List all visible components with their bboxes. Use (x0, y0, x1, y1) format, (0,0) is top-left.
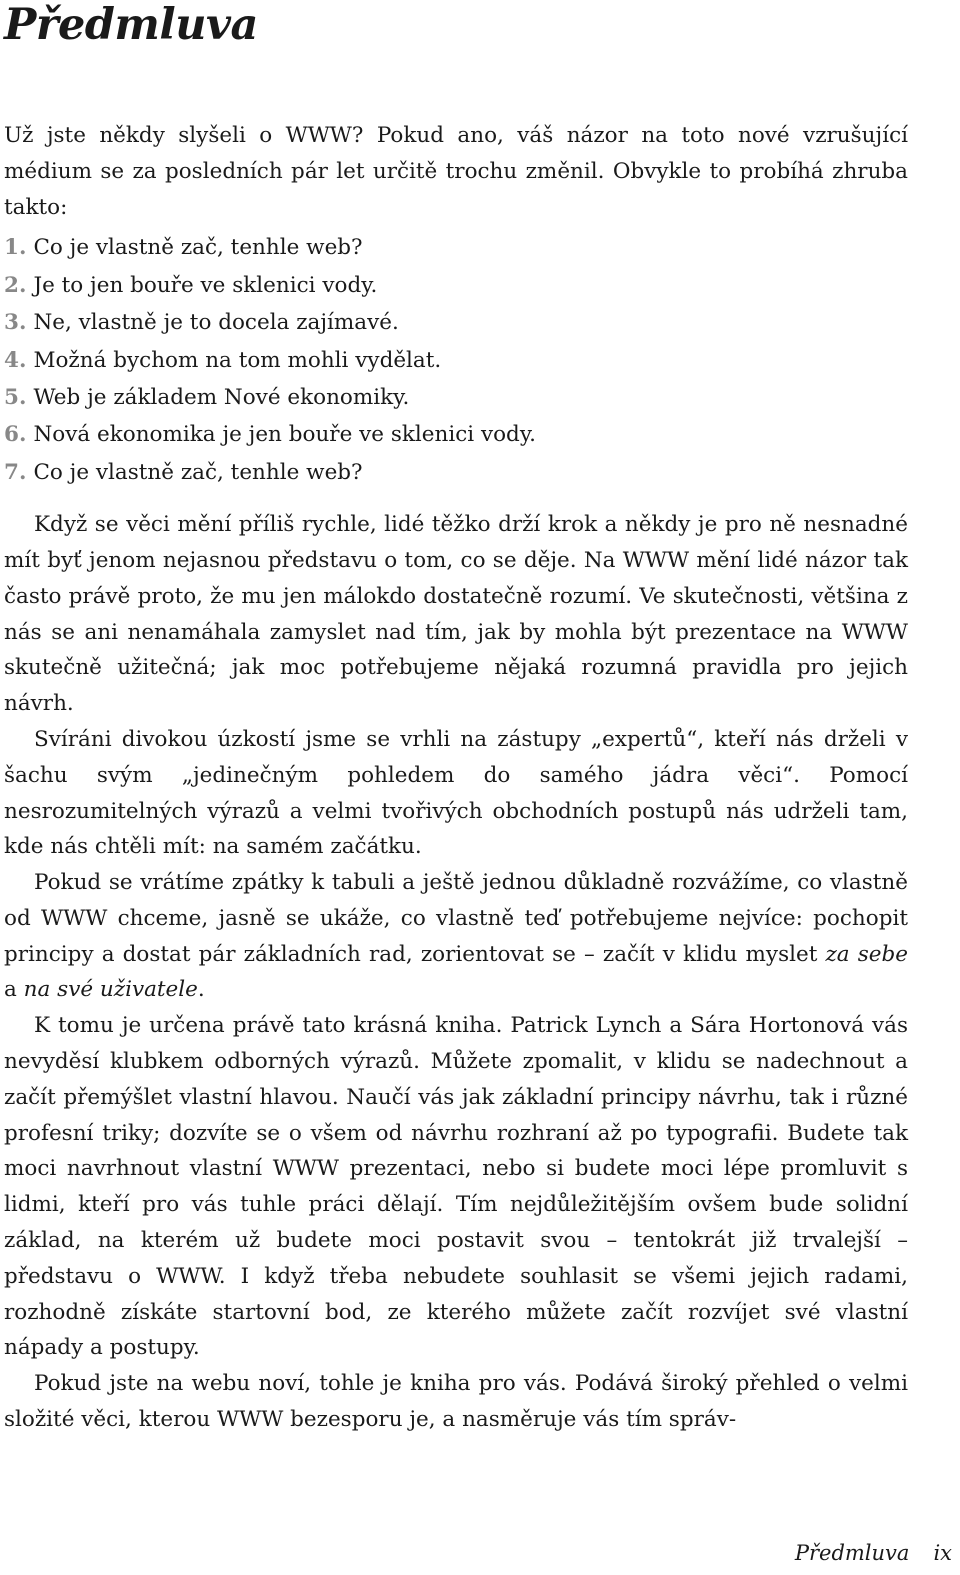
paragraph-text: a (4, 977, 24, 1003)
paragraph: Když se věci mění příliš rychle, lidé těžko drží krok a někdy je pro ně nesnadné mít byť jenom nejasnou představu o tom, co se děje. Na WWW mění lidé názor tak často právě proto, že mu jen málokdo dostatečně rozumí. Ve skutečnosti, většina z nás se ani nenamáhala zamyslet nad tím, jak by mohla být prezentace na WWW skutečně užitečná; jak moc potřebujeme nějaká rozumná pravidla pro jejich návrh. (4, 512, 908, 717)
list-number: 3. (4, 310, 27, 336)
list-item-text: Nová ekonomika je jen bouře ve sklenici vody. (33, 422, 536, 448)
list-item (4, 454, 908, 491)
intro-paragraph: Už jste někdy slyšeli o WWW? Pokud ano, váš názor na toto nové vzrušující médium se za posledních pár let určitě trochu změnil. Obvykle to probíhá zhruba takto: (4, 123, 908, 220)
list-item-text: Je to jen bouře ve sklenici vody. (33, 272, 378, 298)
list-item-text: Web je základem Nové ekonomiky. (33, 384, 410, 410)
list-item-text: Co je vlastně zač, tenhle web? (33, 235, 363, 261)
list-number: 1. (4, 235, 27, 261)
list-item (4, 229, 908, 266)
page-title: Předmluva (4, 0, 258, 50)
list-number: 7. (4, 459, 27, 485)
paragraph: Pokud jste na webu noví, tohle je kniha pro vás. Podává široký přehled o velmi složité věci, kterou WWW bezesporu je, a nasměruje vás tím správ- (4, 1371, 908, 1433)
list-item (4, 267, 908, 304)
paragraph: K tomu je určena právě tato krásná kniha. Patrick Lynch a Sára Hortonová vás nevyděsí klubkem odborných výrazů. Můžete zpomalit, v klidu se nadechnout a začít přemýšlet vlastní hlavou. Naučí vás jak základní principy návrhu, tak i různé profesní triky; dozvíte se o všem od návrhu rozhraní až po typografii. Budete tak moci navrhnout vlastní WWW prezentaci, nebo si budete moci lépe promluvit s lidmi, kteří pro vás tuhle práci dělají. Tím nejdůležitějším ovšem bude solidní základ, na kterém už budete moci postavit svou – tentokrát již trvalejší – představu o WWW. I když třeba nebudete souhlasit se všemi jejich radami, rozhodně získáte startovní bod, ze kterého můžete začít rozvíjet své vlastní nápady a postupy. (4, 1013, 908, 1361)
running-head: Předmluva (794, 1541, 910, 1565)
page-footer (795, 1538, 952, 1568)
paragraph-text: . (197, 977, 205, 1003)
paragraph (4, 865, 908, 1008)
paragraph-text: Pokud se vrátíme zpátky k tabuli a ještě jednou důkladně rozvážíme, co vlastně od WWW chceme, jasně se ukáže, co vlastně teď potřebujeme nejvíce: pochopit principy a dostat pár základních rad, zorientovat se – začít v klidu myslet (4, 870, 908, 967)
page-number: ix (933, 1541, 952, 1565)
list-item (4, 342, 908, 379)
list-number: 2. (4, 272, 27, 298)
list-item-text: Co je vlastně zač, tenhle web? (33, 459, 363, 485)
emphasis-text: za sebe (825, 941, 908, 967)
list-number: 4. (4, 347, 27, 373)
list-item-text: Ne, vlastně je to docela zajímavé. (33, 310, 399, 336)
list-item-text: Možná bychom na tom mohli vydělat. (33, 347, 442, 373)
paragraph: Svíráni divokou úzkostí jsme se vrhli na zástupy „expertů“, kteří nás drželi v šachu svým „jedinečným pohledem do samého jádra věci“. Pomocí nesrozumitelných výrazů a velmi tvořivých obchodních postupů nás udrželi tam, kde nás chtěli mít: na samém začátku. (4, 726, 908, 860)
numbered-list (4, 229, 908, 491)
list-number: 5. (4, 384, 27, 410)
list-number: 6. (4, 422, 27, 448)
list-item (4, 304, 908, 341)
body-text (4, 118, 908, 1438)
emphasis-text: na své uživatele (23, 977, 198, 1003)
list-item (4, 379, 908, 416)
list-item (4, 416, 908, 453)
